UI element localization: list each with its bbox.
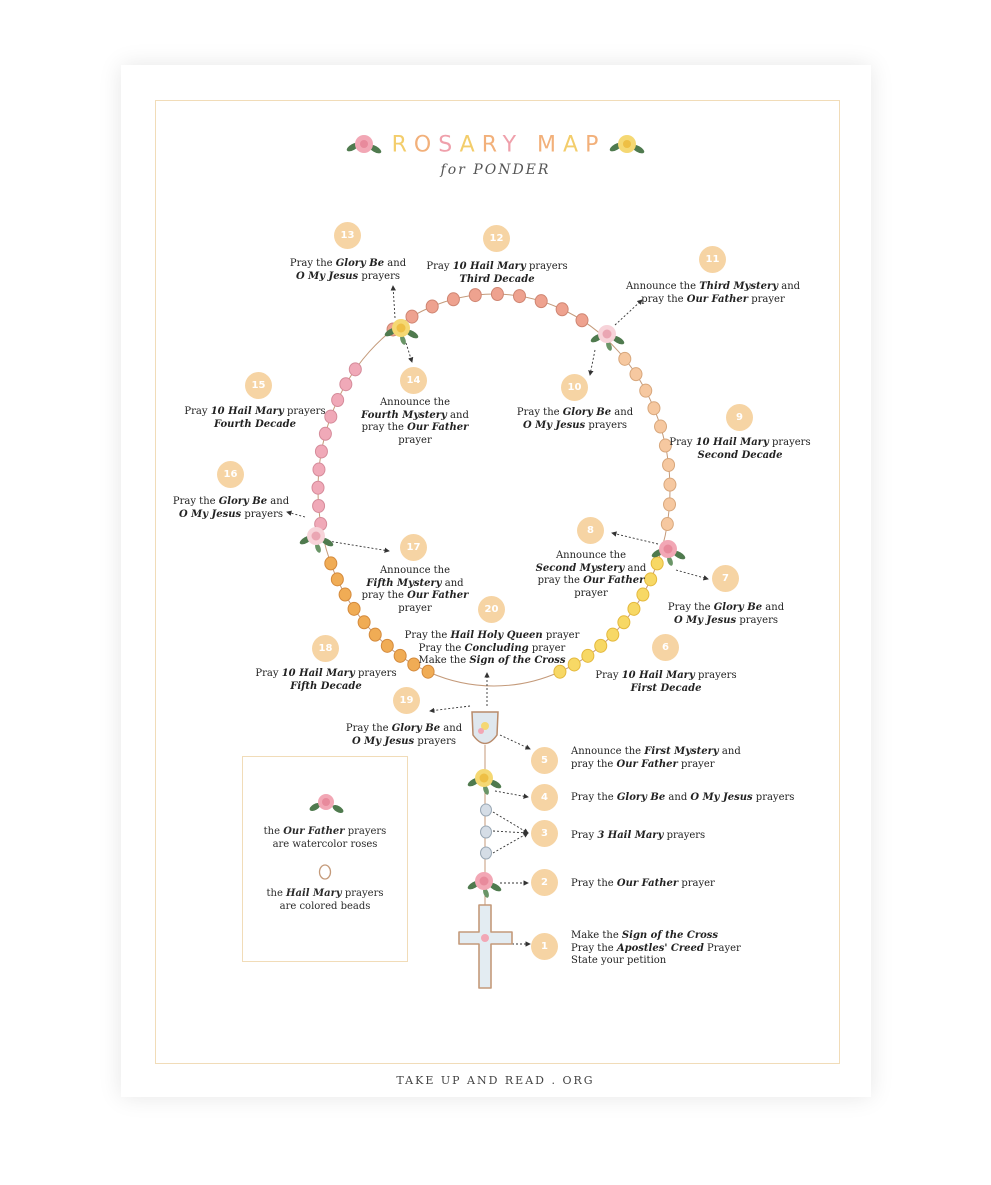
pointer-arrow bbox=[493, 812, 528, 833]
step-text-2: Pray the Our Father prayer bbox=[571, 878, 715, 889]
step-text-8: Announce the Second Mystery and pray the Our Father prayer bbox=[535, 550, 647, 599]
hail-mary-bead bbox=[348, 602, 360, 615]
hail-mary-bead bbox=[514, 290, 526, 303]
step-number-13: 13 bbox=[334, 222, 361, 249]
legend-box bbox=[242, 756, 408, 962]
pointer-arrow bbox=[500, 735, 530, 749]
step-text-20: Pray the Hail Holy Queen prayer Pray the Concluding prayer Make the Sign of the Cross bbox=[404, 630, 580, 666]
page-title bbox=[0, 130, 991, 160]
step-number-11: 11 bbox=[699, 246, 726, 273]
hail-mary-bead bbox=[618, 616, 630, 629]
pointer-arrow bbox=[393, 286, 395, 318]
step-number-17: 17 bbox=[400, 534, 427, 561]
hail-mary-bead bbox=[640, 384, 652, 397]
step-number-6: 6 bbox=[652, 634, 679, 661]
step-text-16: Pray the Glory Be and O My Jesus prayers bbox=[172, 496, 290, 520]
hail-mary-bead bbox=[607, 628, 619, 641]
step-number-10: 10 bbox=[561, 374, 588, 401]
step-text-11: Announce the Third Mystery and pray the Our Father prayer bbox=[625, 281, 801, 305]
step-number-9: 9 bbox=[726, 404, 753, 431]
pointer-arrow bbox=[406, 343, 412, 362]
hail-mary-bead bbox=[315, 445, 327, 458]
legend-icons bbox=[243, 757, 407, 961]
pointer-arrow bbox=[590, 350, 595, 375]
hail-mary-bead bbox=[325, 410, 337, 423]
step-number-8: 8 bbox=[577, 517, 604, 544]
step-number-1: 1 bbox=[531, 933, 558, 960]
step-text-15: Pray 10 Hail Mary prayers Fourth Decade bbox=[184, 406, 326, 430]
pointer-arrow bbox=[430, 706, 470, 711]
step-text-3: Pray 3 Hail Mary prayers bbox=[571, 830, 706, 841]
step-text-7: Pray the Glory Be and O My Jesus prayers bbox=[667, 602, 785, 626]
footer-site: TAKE UP AND READ . ORG bbox=[396, 1074, 595, 1087]
hail-mary-bead bbox=[313, 499, 325, 512]
hail-mary-bead bbox=[349, 363, 361, 376]
legend-our-father: the Our Father prayers are watercolor roses bbox=[263, 826, 387, 850]
rose-icon bbox=[607, 130, 647, 160]
hail-mary-bead bbox=[340, 378, 352, 391]
step-text-10: Pray the Glory Be and O My Jesus prayers bbox=[516, 407, 634, 431]
hail-mary-bead bbox=[325, 557, 337, 570]
hail-mary-bead bbox=[648, 402, 660, 415]
hail-mary-bead bbox=[339, 588, 351, 601]
hail-mary-bead bbox=[447, 293, 459, 306]
rose-icon bbox=[308, 794, 344, 815]
hail-mary-bead bbox=[619, 352, 631, 365]
step-number-7: 7 bbox=[712, 565, 739, 592]
step-text-18: Pray 10 Hail Mary prayers Fifth Decade bbox=[255, 668, 397, 692]
step-number-12: 12 bbox=[483, 225, 510, 252]
step-number-2: 2 bbox=[531, 869, 558, 896]
hail-mary-bead bbox=[491, 288, 503, 301]
legend-hail-mary: the Hail Mary prayers are colored beads bbox=[266, 888, 384, 912]
hail-mary-bead bbox=[481, 847, 492, 859]
step-text-17: Announce the Fifth Mystery and pray the Our Father prayer bbox=[361, 565, 469, 614]
hail-mary-bead bbox=[406, 310, 418, 323]
hail-mary-bead bbox=[331, 573, 343, 586]
hail-mary-bead bbox=[481, 826, 492, 838]
page-subtitle: for PONDER bbox=[440, 162, 551, 178]
step-number-5: 5 bbox=[531, 747, 558, 774]
step-number-18: 18 bbox=[312, 635, 339, 662]
hail-mary-bead bbox=[645, 573, 657, 586]
step-text-19: Pray the Glory Be and O My Jesus prayers bbox=[345, 723, 463, 747]
hail-mary-bead bbox=[576, 314, 588, 327]
step-number-19: 19 bbox=[393, 687, 420, 714]
hail-mary-bead bbox=[556, 303, 568, 316]
step-number-15: 15 bbox=[245, 372, 272, 399]
hail-mary-bead bbox=[582, 649, 594, 662]
hail-mary-bead bbox=[381, 639, 393, 652]
hail-mary-bead bbox=[661, 518, 673, 531]
step-text-12: Pray 10 Hail Mary prayers Third Decade bbox=[426, 261, 568, 285]
step-number-20: 20 bbox=[478, 596, 505, 623]
crucifix-icon bbox=[459, 905, 512, 988]
step-number-14: 14 bbox=[400, 367, 427, 394]
hail-mary-bead bbox=[426, 300, 438, 313]
step-text-4: Pray the Glory Be and O My Jesus prayers bbox=[571, 792, 795, 803]
step-text-5: Announce the First Mystery and pray the Our Father prayer bbox=[571, 746, 741, 770]
hail-mary-bead bbox=[655, 420, 667, 433]
pointer-arrow bbox=[612, 533, 658, 544]
step-text-6: Pray 10 Hail Mary prayers First Decade bbox=[595, 670, 737, 694]
centerpiece-medal bbox=[472, 712, 498, 744]
pointer-arrow bbox=[328, 541, 389, 551]
pointer-arrow bbox=[493, 831, 528, 833]
step-text-9: Pray 10 Hail Mary prayers Second Decade bbox=[669, 437, 811, 461]
pointer-arrow bbox=[495, 791, 528, 797]
hail-mary-bead bbox=[481, 804, 492, 816]
hail-mary-bead bbox=[664, 478, 676, 491]
rose-icon bbox=[466, 872, 502, 899]
bead-icon bbox=[320, 865, 331, 879]
hail-mary-bead bbox=[651, 557, 663, 570]
hail-mary-bead bbox=[469, 289, 481, 302]
pointer-arrow bbox=[493, 833, 528, 853]
pointer-arrow bbox=[287, 512, 305, 517]
hail-mary-bead bbox=[358, 616, 370, 629]
hail-mary-bead bbox=[332, 394, 344, 407]
step-number-4: 4 bbox=[531, 784, 558, 811]
title-text: ROSARY MAP bbox=[391, 132, 606, 158]
hail-mary-bead bbox=[664, 498, 676, 511]
hail-mary-bead bbox=[313, 463, 325, 476]
step-number-16: 16 bbox=[217, 461, 244, 488]
step-number-3: 3 bbox=[531, 820, 558, 847]
step-text-14: Announce the Fourth Mystery and pray the Our Father prayer bbox=[361, 397, 469, 446]
hail-mary-bead bbox=[369, 628, 381, 641]
rose-icon bbox=[344, 130, 384, 160]
hail-mary-bead bbox=[630, 368, 642, 381]
hail-mary-bead bbox=[628, 602, 640, 615]
pointer-arrow bbox=[676, 570, 708, 579]
step-text-1: Make the Sign of the Cross Pray the Apostles' Creed Prayer State your petition bbox=[571, 930, 741, 966]
hail-mary-bead bbox=[595, 639, 607, 652]
hail-mary-bead bbox=[535, 295, 547, 308]
rose-icon bbox=[298, 527, 334, 554]
rose-icon bbox=[466, 769, 502, 796]
hail-mary-bead bbox=[312, 481, 324, 494]
step-text-13: Pray the Glory Be and O My Jesus prayers bbox=[289, 258, 407, 282]
